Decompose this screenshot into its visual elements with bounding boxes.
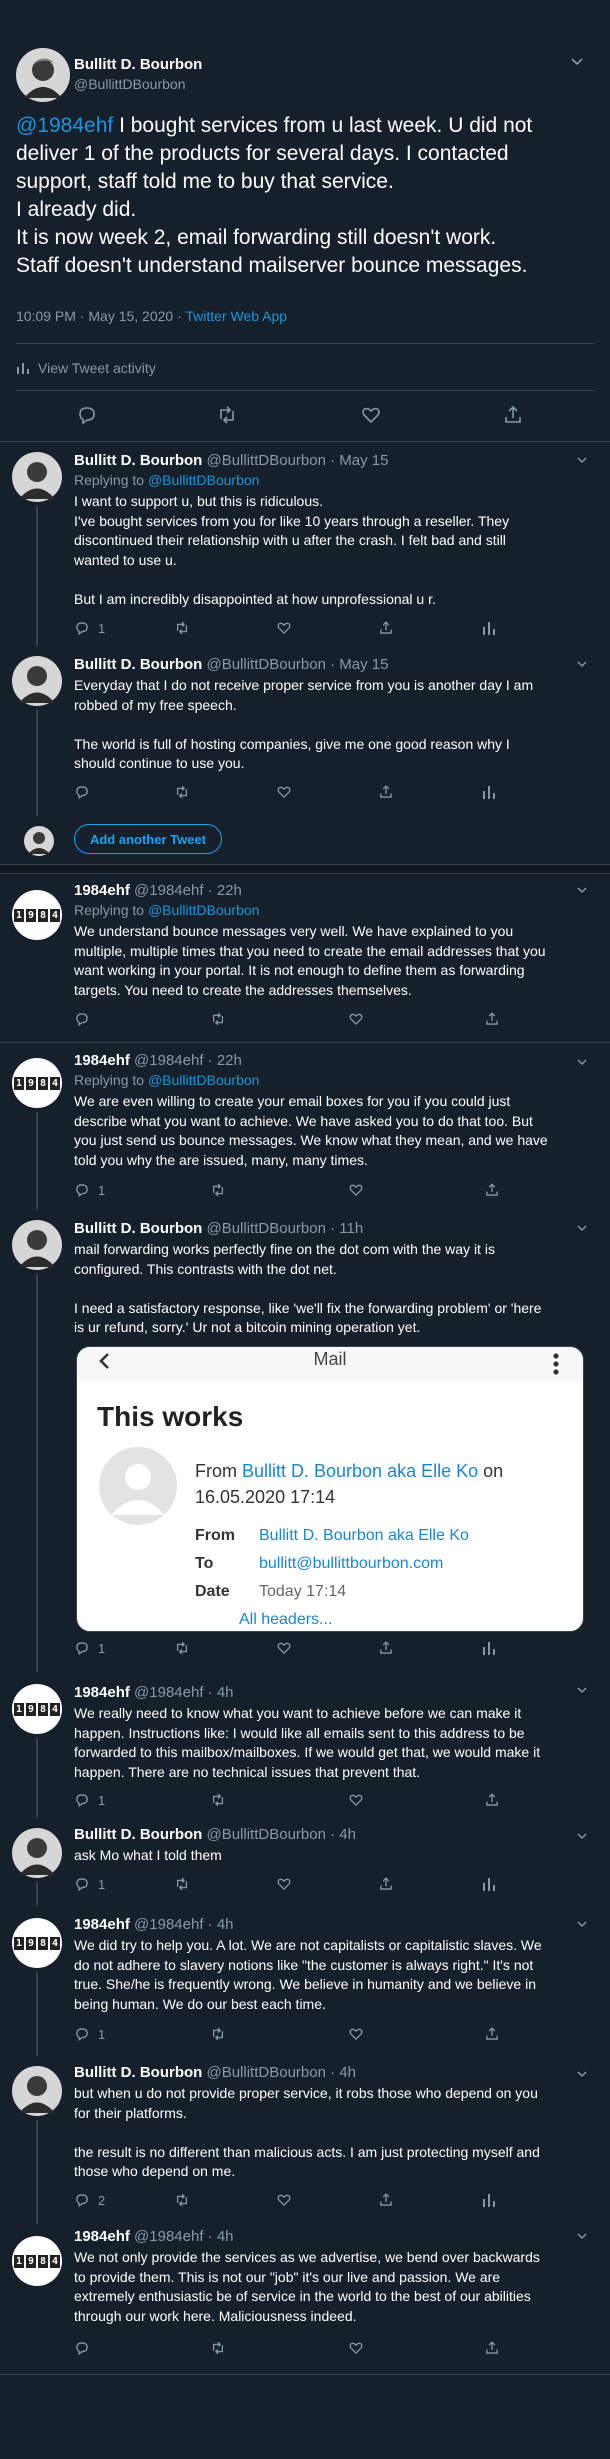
tweet-line: I've bought services from you for like 10 years through a reseller. They: [74, 512, 510, 529]
share-icon[interactable]: [484, 2340, 500, 2356]
logo-digit: 9: [27, 2255, 35, 2267]
chevron-down-icon[interactable]: [570, 54, 584, 68]
retweet-icon[interactable]: [174, 1640, 190, 1656]
company-logo-avatar[interactable]: [12, 2236, 62, 2286]
tweet-actions: [74, 1182, 494, 1200]
author-line: [74, 2064, 356, 2081]
handle-date[interactable]: @1984ehf · 22h: [134, 882, 242, 899]
add-another-tweet-row: [0, 814, 610, 864]
logo-digit: 4: [51, 1703, 59, 1715]
thread-line: [36, 710, 38, 816]
like-icon[interactable]: [276, 784, 292, 800]
share-icon[interactable]: [484, 1011, 500, 1027]
author-name[interactable]: Bullitt D. Bourbon: [74, 1220, 203, 1237]
tweet-actions: [74, 2340, 494, 2358]
company-logo-avatar[interactable]: [12, 1684, 62, 1734]
chevron-down-icon[interactable]: [576, 1222, 588, 1234]
logo-digits: [14, 909, 60, 922]
retweet-icon[interactable]: [210, 1011, 226, 1027]
share-icon[interactable]: [502, 404, 524, 426]
blank-line: [74, 2123, 594, 2143]
chevron-down-icon[interactable]: [576, 2230, 588, 2242]
tweet-line: targets. You need to create the addresses themselves.: [74, 981, 412, 998]
reply-count: 1: [98, 2026, 106, 2042]
tweet-text: [74, 2248, 594, 2326]
tweet-line: deliver 1 of the products for several days. I contacted: [16, 142, 509, 165]
reply-icon[interactable]: [74, 784, 90, 800]
analytics-icon[interactable]: [482, 2192, 496, 2208]
author-name[interactable]: 1984ehf: [74, 2228, 130, 2245]
thread-line: [36, 1882, 38, 1906]
attached-screenshot[interactable]: [76, 1346, 584, 1632]
tweet-line: is ur refund, sorry.' Ur not a bitcoin mining operation yet.: [74, 1319, 421, 1336]
reply-icon[interactable]: [76, 404, 98, 426]
tweet-text: [74, 2084, 594, 2182]
tweet-line: being human. We do our best each time.: [74, 1995, 326, 2012]
logo-digit: 8: [39, 2255, 47, 2267]
author-avatar[interactable]: [12, 656, 62, 706]
author-line: [74, 1684, 234, 1701]
logo-digit: 1: [15, 1703, 23, 1715]
tweet-line: happen. There are no technical issues that prevent that.: [74, 1763, 421, 1780]
main-tweet: [0, 0, 610, 442]
tweet-line: We not only provide the services as we advertise, we bend over backwards: [74, 2249, 540, 2265]
replying-to: [74, 902, 259, 918]
reply-tweet[interactable]: [0, 876, 610, 1042]
tweet-actions: [74, 1876, 494, 1894]
handle-date[interactable]: @BullittDBourbon · May 15: [206, 452, 389, 469]
thread-line: [36, 1274, 38, 1672]
tweet-text: [74, 1846, 594, 1866]
reply-count: 1: [98, 1640, 106, 1656]
handle-date[interactable]: @1984ehf · 22h: [134, 1052, 242, 1069]
chevron-down-icon[interactable]: [576, 884, 588, 896]
tweet-line: through our work here. Maliciousness indeed.: [74, 2307, 357, 2324]
tweet-line: do not adhere to slavery notions like "the customer is always right." It's not: [74, 1956, 534, 1973]
tweet-line: mail forwarding works perfectly fine on the dot com with the way it is: [74, 1241, 495, 1257]
like-icon[interactable]: [360, 404, 382, 426]
author-line: [74, 1826, 356, 1843]
screenshot-heading: This works: [97, 1401, 244, 1432]
header-label: From: [195, 1527, 235, 1544]
tweet-actions: [74, 1011, 494, 1029]
section-separator: [0, 864, 610, 874]
reply-icon[interactable]: [74, 2026, 90, 2042]
chevron-down-icon[interactable]: [576, 1918, 588, 1930]
header-row-date: [195, 1583, 346, 1601]
author-name[interactable]: 1984ehf: [74, 882, 130, 899]
main-tweet-actions: [0, 404, 610, 434]
logo-digit: 4: [51, 909, 59, 921]
tweet-line: I want to support u, but this is ridiculous.: [74, 493, 324, 509]
like-icon[interactable]: [276, 620, 292, 636]
tweet-line: We really need to know what you want to achieve before we can make it: [74, 1705, 522, 1721]
reply-tweet[interactable]: [0, 442, 610, 646]
tweet-line: describe what you want to achieve. We have asked you to do that too. But: [74, 1112, 533, 1129]
logo-digit: 8: [39, 1937, 47, 1949]
like-icon[interactable]: [348, 2340, 364, 2356]
reply-icon[interactable]: [74, 1640, 90, 1656]
header-value: Bullitt D. Bourbon aka Elle Ko: [259, 1527, 469, 1544]
tweet-line: ask Mo what I told them: [74, 1847, 222, 1863]
chevron-down-icon[interactable]: [576, 658, 588, 670]
replying-prefix: Replying to: [74, 472, 148, 488]
handle-date[interactable]: @BullittDBourbon · May 15: [206, 656, 389, 673]
author-name[interactable]: Bullitt D. Bourbon: [74, 1826, 203, 1843]
author-name[interactable]: Bullitt D. Bourbon: [74, 452, 203, 469]
reply-count: 1: [98, 1792, 106, 1808]
header-row-from: [195, 1527, 469, 1545]
tweet-text: [74, 922, 594, 1000]
author-name[interactable]: Bullitt D. Bourbon: [74, 2064, 203, 2081]
author-name[interactable]: 1984ehf: [74, 1916, 130, 1933]
tweet-actions: [74, 2026, 494, 2044]
share-icon[interactable]: [484, 2026, 500, 2042]
handle-date[interactable]: @BullittDBourbon · 11h: [206, 1220, 364, 1237]
author-line: [74, 452, 388, 469]
logo-digit: 1: [15, 1937, 23, 1949]
company-logo-avatar[interactable]: [12, 1918, 62, 1968]
tweet-line: We are even willing to create your email boxes for you if you could just: [74, 1093, 511, 1109]
analytics-icon: [16, 361, 30, 375]
logo-digit: 4: [51, 1937, 59, 1949]
thread-line: [36, 1972, 38, 2056]
company-logo-avatar[interactable]: [12, 1058, 62, 1108]
tweet-actions: [74, 2192, 494, 2210]
reply-icon[interactable]: [74, 1182, 90, 1198]
tweet-line: those who depend on me.: [74, 2163, 236, 2180]
logo-digit: 9: [27, 1703, 35, 1715]
retweet-icon[interactable]: [174, 784, 190, 800]
reply-count: 1: [98, 1876, 106, 1892]
author-avatar[interactable]: [16, 48, 70, 102]
retweet-icon[interactable]: [174, 1876, 190, 1892]
analytics-icon[interactable]: [482, 620, 496, 636]
author-avatar[interactable]: [12, 2066, 62, 2116]
logo-digit: 8: [39, 1703, 47, 1715]
divider: [16, 390, 594, 391]
reply-icon[interactable]: [74, 1876, 90, 1892]
header-value: bullitt@bullittbourbon.com: [259, 1555, 444, 1572]
author-line: [74, 1220, 363, 1237]
analytics-icon[interactable]: [482, 1876, 496, 1892]
thread-line: [36, 2120, 38, 2224]
handle-date[interactable]: @1984ehf · 4h: [134, 1916, 234, 1933]
tweet-actions: [74, 1792, 494, 1810]
tweet-line: But I am incredibly disappointed at how unprofessional u r.: [74, 590, 436, 607]
share-icon[interactable]: [378, 1640, 394, 1656]
header-label: Date: [195, 1583, 230, 1600]
reply-tweet[interactable]: [0, 1044, 610, 1210]
mail-app-title: Mail: [313, 1349, 347, 1369]
logo-digit: 8: [39, 909, 47, 921]
view-activity-link[interactable]: [16, 360, 156, 376]
author-line: [74, 1052, 242, 1069]
sender-name: Bullitt D. Bourbon aka Elle Ko: [242, 1461, 479, 1481]
author-name[interactable]: Bullitt D. Bourbon: [74, 656, 203, 673]
header-row-to: [195, 1555, 443, 1573]
share-icon[interactable]: [484, 1182, 500, 1198]
user-avatar-small: [24, 826, 54, 856]
retweet-icon[interactable]: [216, 404, 238, 426]
replying-prefix: Replying to: [74, 1072, 148, 1088]
analytics-icon[interactable]: [482, 1640, 496, 1656]
tweet-line: but when u do not provide proper service, it robs those who depend on you: [74, 2085, 538, 2101]
tweet-line: the result is no different than malicious acts. I am just protecting myself and: [74, 2143, 540, 2160]
tweet-actions: [74, 784, 494, 802]
author-line: [74, 2228, 234, 2245]
replying-to-link[interactable]: @BullittDBourbon: [147, 902, 260, 918]
handle-date[interactable]: @BullittDBourbon · 4h: [206, 1826, 356, 1843]
tweet-line: The world is full of hosting companies, give me one good reason why I: [74, 735, 510, 752]
tweet-meta: [16, 308, 287, 324]
retweet-icon[interactable]: [210, 1792, 226, 1808]
tweet-line: to provide them. This is not our "job" it's our live and passion. We are: [74, 2268, 501, 2285]
tweet-actions: [74, 620, 494, 638]
author-name[interactable]: Bullitt D. Bourbon: [74, 56, 203, 73]
add-another-tweet-button[interactable]: Add another Tweet: [74, 824, 222, 854]
chevron-down-icon[interactable]: [576, 1684, 588, 1696]
author-line: [74, 882, 242, 899]
like-icon[interactable]: [276, 1640, 292, 1656]
retweet-icon[interactable]: [210, 2340, 226, 2356]
logo-digit: 9: [27, 1077, 35, 1089]
retweet-icon[interactable]: [174, 2192, 190, 2208]
tweet-source[interactable]: Twitter Web App: [185, 308, 288, 324]
author-avatar[interactable]: [12, 452, 62, 502]
share-icon[interactable]: [484, 1792, 500, 1808]
tweet-line: happen. Instructions like: I would like all emails sent to this address to be: [74, 1724, 525, 1741]
tweet-line: should continue to use you.: [74, 755, 245, 772]
share-icon[interactable]: [378, 620, 394, 636]
author-handle[interactable]: @BullittDBourbon: [74, 76, 186, 92]
thread-line: [36, 506, 38, 646]
analytics-icon[interactable]: [482, 784, 496, 800]
sender-suffix: on: [478, 1461, 504, 1481]
all-headers-link: All headers...: [239, 1611, 333, 1628]
logo-digit: 8: [39, 1077, 47, 1089]
reply-count: 2: [98, 2192, 106, 2208]
tweet-line: Everyday that I do not receive proper service from you is another day I am: [74, 677, 534, 693]
tweet-line: configured. This contrasts with the dot net.: [74, 1260, 337, 1277]
like-icon[interactable]: [348, 2026, 364, 2042]
author-line: [74, 1916, 234, 1933]
tweet-line: robbed of my free speech.: [74, 696, 237, 713]
replying-to: [74, 1072, 259, 1088]
handle-date[interactable]: @BullittDBourbon · 4h: [206, 2064, 356, 2081]
chevron-down-icon[interactable]: [576, 454, 588, 466]
handle-date[interactable]: @1984ehf · 4h: [134, 1684, 234, 1701]
reply-tweet[interactable]: [0, 2056, 610, 2224]
blank-line: [74, 1279, 594, 1299]
tweet-text: [74, 1704, 594, 1782]
tweet-line: true. She/he is frequently wrong. We believe in humanity and we believe in: [74, 1976, 537, 1993]
sender-line: [195, 1461, 503, 1482]
tweet-line: forwarded to this mailbox/mailboxes. If we would get that, we would make it: [74, 1744, 541, 1761]
logo-digits: [14, 2255, 60, 2268]
share-icon[interactable]: [378, 784, 394, 800]
tweet-line: I already did.: [16, 198, 137, 221]
author-name[interactable]: 1984ehf: [74, 1052, 130, 1069]
tweet-line: I bought services from u last week. U did not: [113, 114, 533, 137]
reply-tweet[interactable]: [0, 646, 610, 816]
tweet-line: I need a satisfactory response, like 'we'll fix the forwarding problem' or 'here: [74, 1299, 542, 1316]
tweet-body: [16, 112, 604, 280]
like-icon[interactable]: [276, 1876, 292, 1892]
tweet-text: [74, 492, 594, 610]
tweet-line: We did try to help you. A lot. We are not capitalists or capitalistic slaves. We: [74, 1937, 542, 1953]
reply-icon[interactable]: [74, 2192, 90, 2208]
logo-digits: [14, 1077, 60, 1090]
replying-prefix: Replying to: [74, 902, 148, 918]
tweet-line: multiple, multiple times that you need to create the email addresses that you: [74, 942, 546, 959]
reply-icon[interactable]: [74, 1792, 90, 1808]
logo-digit: 4: [51, 2255, 59, 2267]
tweet-timestamp[interactable]: 10:09 PM · May 15, 2020 ·: [16, 308, 186, 324]
sent-date: 16.05.2020 17:14: [195, 1487, 336, 1507]
reply-icon[interactable]: [74, 620, 90, 636]
contact-avatar-icon: [99, 1447, 177, 1525]
tweet-text: [74, 1092, 594, 1170]
header-label: To: [195, 1555, 214, 1572]
tweet-line: want working in your portal. It is not enough to define them as forwarding: [74, 962, 525, 979]
reply-tweet[interactable]: [0, 2224, 610, 2374]
author-avatar[interactable]: [12, 1828, 62, 1878]
header-value: Today 17:14: [259, 1583, 347, 1600]
like-icon[interactable]: [348, 1011, 364, 1027]
more-options-icon: [553, 1353, 559, 1375]
replying-to-link[interactable]: @BullittDBourbon: [147, 1072, 260, 1088]
tweet-line: extremely enthusiastic be of service in the world to the best of our abilities: [74, 2288, 531, 2305]
chevron-down-icon[interactable]: [576, 1830, 588, 1842]
tweet-line: wanted to use u.: [74, 551, 177, 568]
logo-digit: 1: [15, 1077, 23, 1089]
retweet-icon[interactable]: [210, 2026, 226, 2042]
tweet-line: you just send us bounce messages. We know what they mean, and we have: [74, 1132, 548, 1149]
retweet-icon[interactable]: [174, 620, 190, 636]
retweet-icon[interactable]: [210, 1182, 226, 1198]
tweet-line: told you why the are issued, many, many times.: [74, 1151, 368, 1168]
tweet-line: for their platforms.: [74, 2104, 187, 2121]
tweet-line: Staff doesn't understand mailserver bounce messages.: [16, 254, 528, 277]
blank-line: [74, 570, 594, 590]
chevron-down-icon[interactable]: [576, 1056, 588, 1068]
sender-prefix: From: [195, 1461, 242, 1481]
replying-to: [74, 472, 259, 488]
logo-digit: 4: [51, 1077, 59, 1089]
handle-date[interactable]: @1984ehf · 4h: [134, 2228, 234, 2245]
logo-digit: 9: [27, 909, 35, 921]
share-icon[interactable]: [378, 2192, 394, 2208]
logo-digits: [14, 1703, 60, 1716]
logo-digits: [14, 1937, 60, 1950]
mention-link[interactable]: @1984ehf: [16, 114, 114, 137]
thread-line: [36, 1738, 38, 1818]
reply-icon[interactable]: [74, 2340, 90, 2356]
logo-digit: 1: [15, 909, 23, 921]
reply-tweet[interactable]: [0, 1210, 610, 1672]
activity-label: View Tweet activity: [38, 360, 156, 376]
like-icon[interactable]: [348, 1792, 364, 1808]
tweet-text: [74, 676, 594, 774]
reply-icon[interactable]: [74, 1011, 90, 1027]
tweet-line: discontinued their relationship with u after the crash. I felt bad and still: [74, 532, 506, 549]
author-name[interactable]: 1984ehf: [74, 1684, 130, 1701]
divider: [0, 2374, 610, 2375]
tweet-text: [74, 1240, 594, 1338]
reply-tweet[interactable]: [0, 1818, 610, 1906]
reply-count: 1: [98, 620, 106, 636]
divider: [0, 1042, 610, 1043]
tweet-line: It is now week 2, email forwarding still doesn't work.: [16, 226, 497, 249]
divider: [16, 343, 594, 344]
replying-to-link[interactable]: @BullittDBourbon: [147, 472, 260, 488]
tweet-line: support, staff told me to buy that service.: [16, 170, 394, 193]
like-icon[interactable]: [348, 1182, 364, 1198]
like-icon[interactable]: [276, 2192, 292, 2208]
company-logo-avatar[interactable]: [12, 890, 62, 940]
logo-digit: 9: [27, 1937, 35, 1949]
share-icon[interactable]: [378, 1876, 394, 1892]
reply-count: 1: [98, 1182, 106, 1198]
chevron-down-icon[interactable]: [576, 2068, 588, 2080]
reply-tweet[interactable]: [0, 1906, 610, 2056]
thread-line: [36, 1112, 38, 1210]
logo-digit: 1: [15, 2255, 23, 2267]
blank-line: [74, 715, 594, 735]
reply-tweet[interactable]: [0, 1672, 610, 1818]
tweet-actions: [74, 1640, 494, 1658]
author-line: [74, 656, 388, 673]
tweet-line: We understand bounce messages very well. We have explained to you: [74, 923, 514, 939]
author-avatar[interactable]: [12, 1220, 62, 1270]
tweet-text: [74, 1936, 594, 2014]
